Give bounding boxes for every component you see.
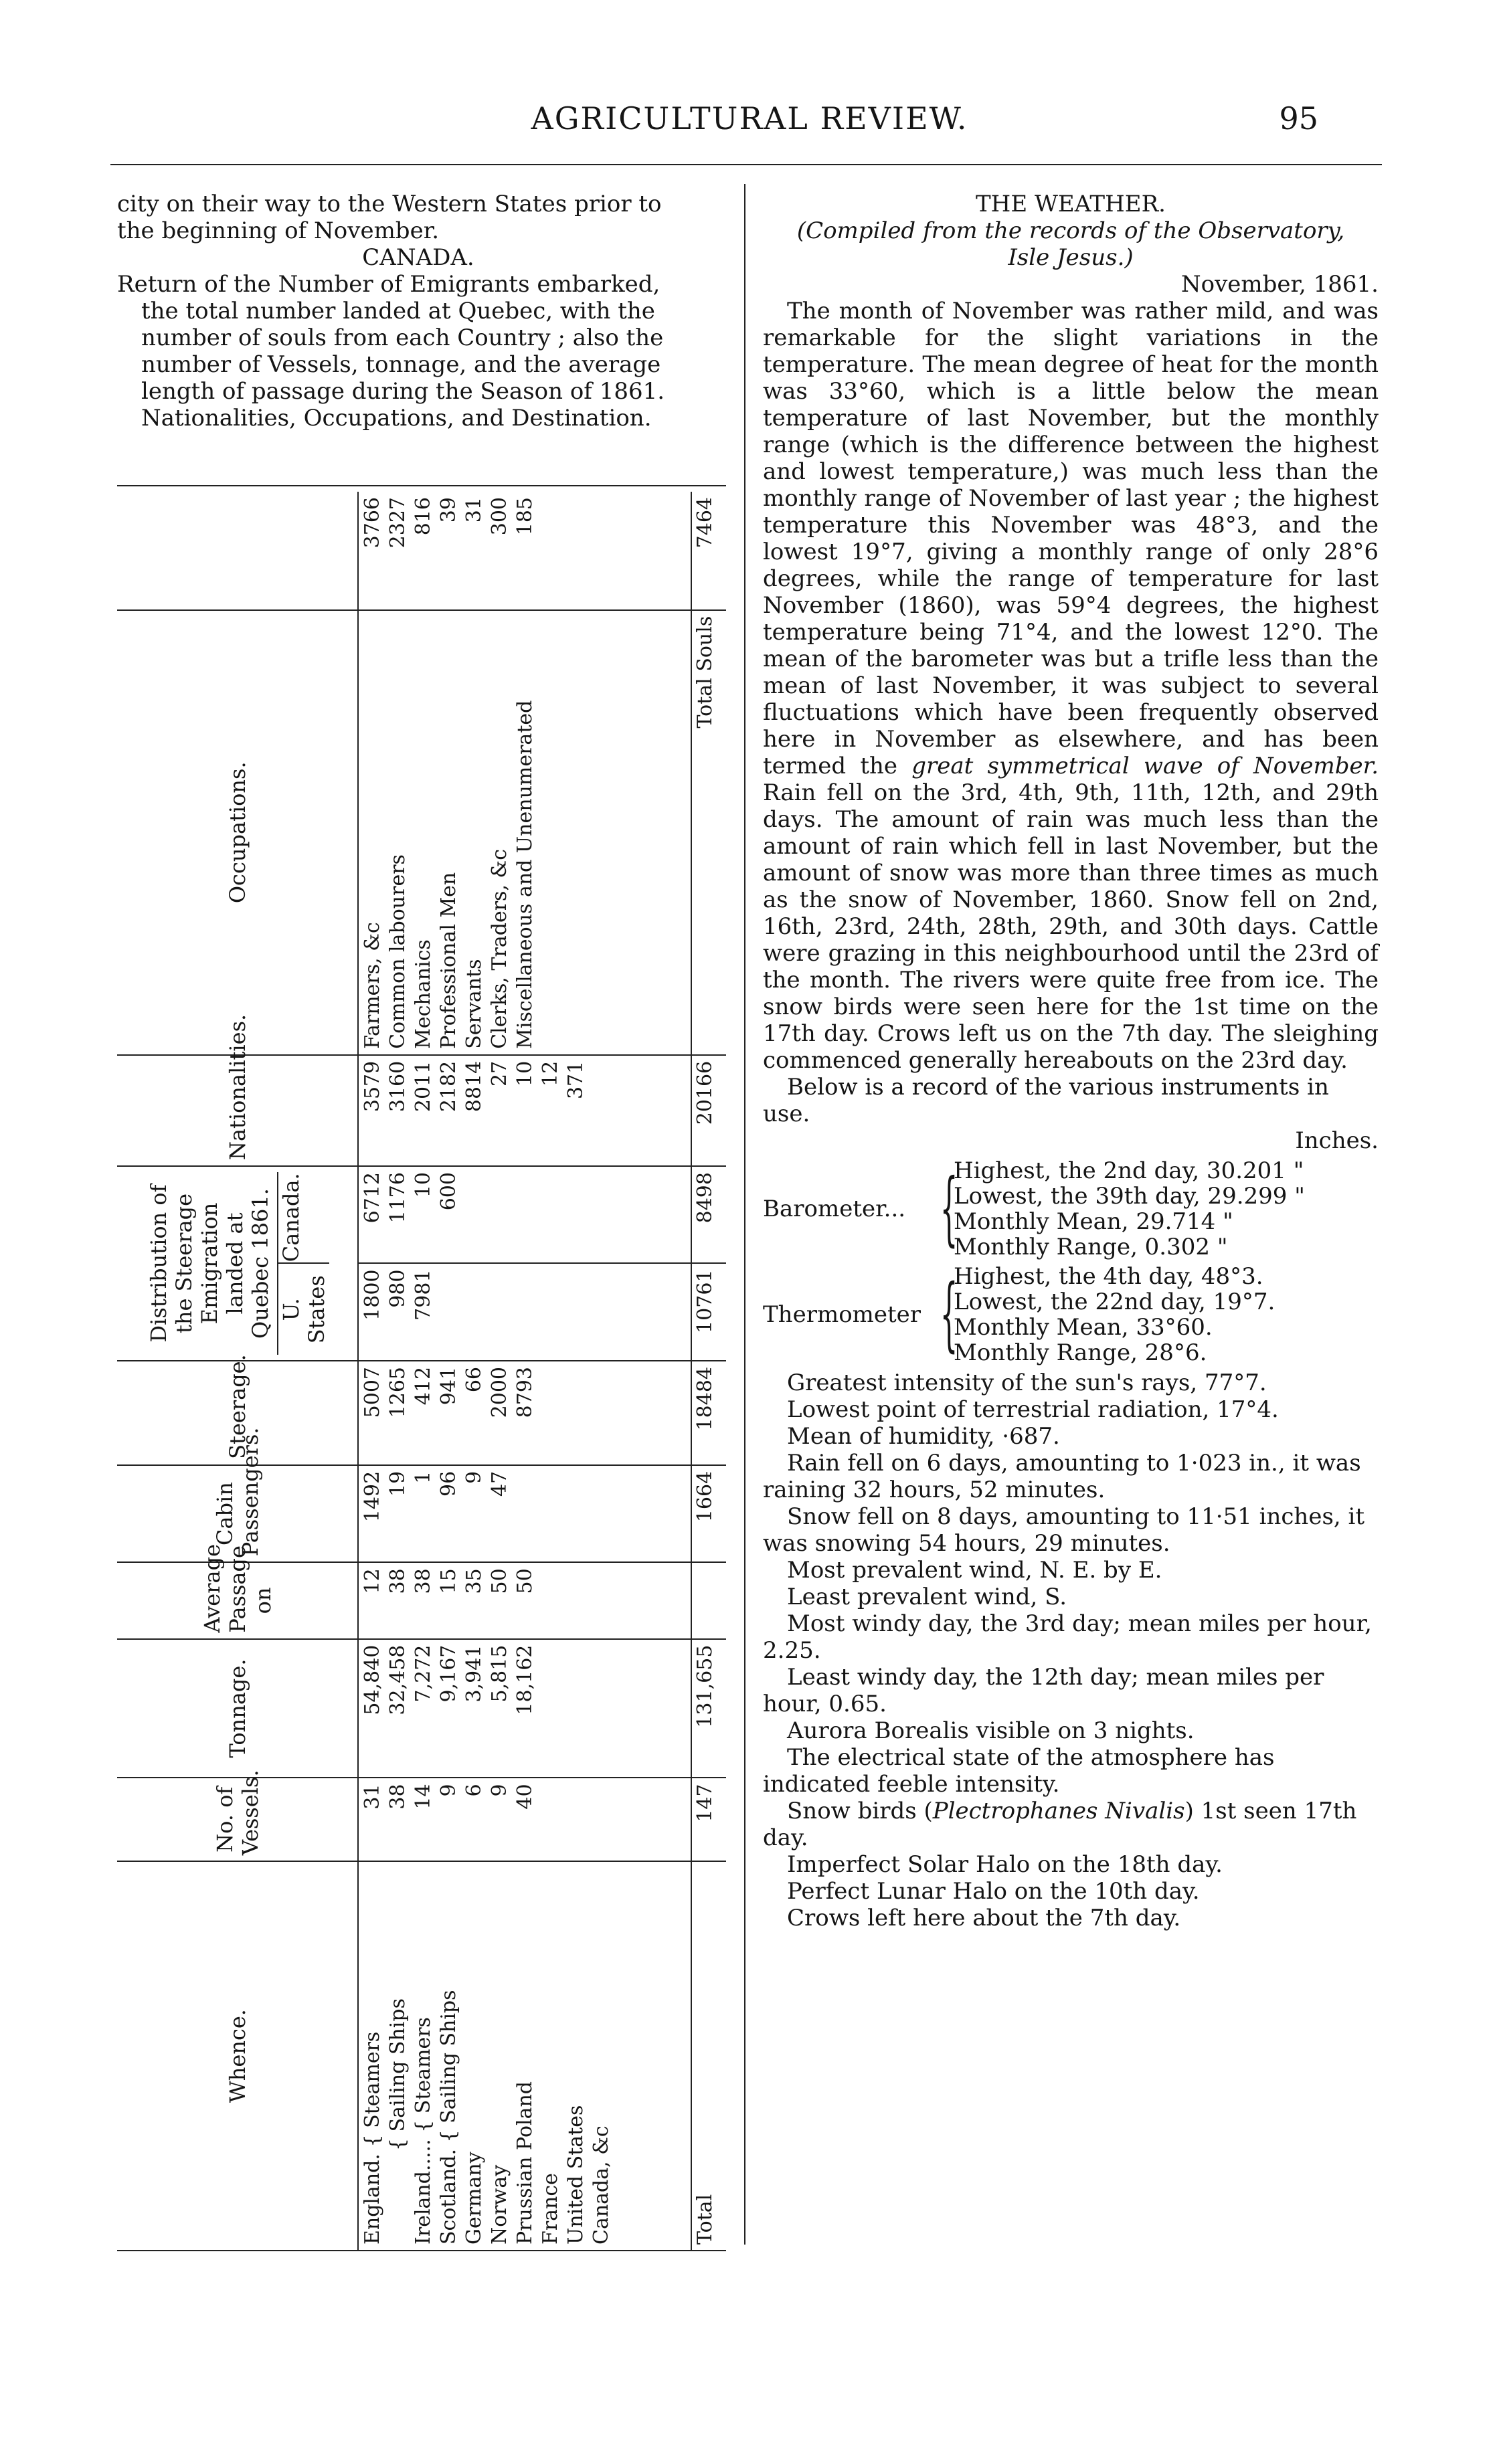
record-line: Least windy day, the 12th day; mean miles per hour, 0.65. xyxy=(763,1664,1324,1717)
steerage-value: 8793 xyxy=(513,1366,537,1418)
left-column xyxy=(117,191,719,432)
record-line: Mean of humidity, ·687. xyxy=(787,1423,1060,1450)
vessels-value: 31 xyxy=(361,1784,385,1810)
return-line: Return of the Number of Emigrants embarked, xyxy=(117,271,660,298)
occupation-counts-cell xyxy=(358,492,691,610)
return-line: number of Vessels, tonnage, and the average xyxy=(141,351,661,378)
steerage-value: 5007 xyxy=(361,1366,385,1418)
tonnage-value: 3,941 xyxy=(462,1644,487,1703)
record-line: Least prevalent wind, S. xyxy=(787,1584,1067,1610)
whence-row: Canada, &c xyxy=(590,2125,614,2245)
cabin-cell xyxy=(358,1465,691,1562)
intro-line: the beginning of November. xyxy=(117,217,440,244)
us-cell xyxy=(358,1264,691,1361)
weather-subtitle-2: Isle Jesus.) xyxy=(1008,244,1134,271)
cabin-value: 1 xyxy=(412,1471,436,1484)
record-line: Perfect Lunar Halo on the 10th day. xyxy=(787,1878,1200,1905)
tonnage-value: 54,840 xyxy=(361,1644,385,1715)
weather-dateline: November, 1861. xyxy=(1180,271,1379,298)
vessels-value: 9 xyxy=(488,1784,512,1797)
nationality-value: 2011 xyxy=(412,1060,436,1113)
nationality-value: 10 xyxy=(513,1060,537,1086)
header-tonnage: Tonnage. xyxy=(117,1639,358,1778)
record-line: Most prevalent wind, N. E. by E. xyxy=(787,1557,1162,1584)
thermometer-line: Highest, the 4th day, 48°3. xyxy=(954,1263,1263,1290)
passage-value: 38 xyxy=(386,1568,410,1594)
thermometer-line: Lowest, the 22nd day, 19°7. xyxy=(954,1289,1275,1315)
occupation-label: Miscellaneous and Unenumerated xyxy=(513,700,537,1049)
cabin-value: 1492 xyxy=(361,1471,385,1523)
occupation-label: Farmers, &c xyxy=(361,922,385,1049)
record-line: Most windy day, the 3rd day; mean miles per hour, 2.25. xyxy=(763,1610,1372,1664)
passage-value: 50 xyxy=(488,1568,512,1594)
whence-row: Germany xyxy=(462,2152,487,2245)
total-nationalities: 20166 xyxy=(691,1055,726,1166)
total-canada: 8498 xyxy=(691,1166,726,1263)
instruments-intro: Below is a record of the various instruments in use. xyxy=(763,1074,1329,1127)
cabin-value: 47 xyxy=(488,1471,512,1497)
record-line: Imperfect Solar Halo on the 18th day. xyxy=(787,1851,1223,1878)
steerage-value: 1265 xyxy=(386,1366,410,1418)
nationality-value: 3579 xyxy=(361,1060,385,1113)
us-value: 1800 xyxy=(361,1269,385,1321)
total-steerage: 18484 xyxy=(691,1361,726,1465)
header-cabin: Cabin Passengers. xyxy=(117,1465,358,1562)
occupation-count: 2327 xyxy=(386,497,410,549)
header-nationalities: Nationalities. xyxy=(117,1055,358,1166)
cabin-value: 9 xyxy=(462,1471,487,1484)
vessels-value: 9 xyxy=(437,1784,461,1797)
record-line: Greatest intensity of the sun's rays, 77°7. xyxy=(787,1369,1267,1396)
column-rule xyxy=(744,184,745,2245)
vessels-value: 38 xyxy=(386,1784,410,1810)
header-steerage: Steerage. xyxy=(117,1361,358,1465)
return-line: Nationalities, Occupations, and Destination. xyxy=(141,405,652,432)
whence-row: Prussian Poland xyxy=(513,2081,537,2245)
tonnage-cell xyxy=(358,1639,691,1778)
paragraph-text: The month of November was rather mild, and was remarkable for the slight variations in the temperature. The mean degree of heat for the month was 33°60, which is a little below the mean temperature of last November, but the monthly range (which is the difference between the highest and lowest temperature,) was much less than the monthly range of November of last year ; the highest temperature this November was 48°3, and the lowest 19°7, giving a monthly range of only 28°6 degrees, while the range of temperature for last November (1860), was 59°4 degrees, the highest temperature being 71°4, and the lowest 12°0. The mean of the barometer was but a trifle less than the mean of last November, it was subject to several fluctuations which have been frequently observed here in November as elsewhere, and has been termed the xyxy=(763,298,1379,779)
nationalities-cell xyxy=(358,1055,691,1166)
total-us: 10761 xyxy=(691,1264,726,1361)
whence-row: France xyxy=(539,2173,563,2245)
record-line: Crows left here about the 7th day. xyxy=(787,1905,1181,1931)
nationality-value: 27 xyxy=(488,1060,512,1086)
snowbirds-species: Plectrophanes Nivalis xyxy=(932,1798,1185,1824)
whence-row: Scotland. { Sailing Ships xyxy=(437,1990,461,2245)
header-vessels: No. of Vessels. xyxy=(117,1778,358,1861)
steerage-value: 66 xyxy=(462,1366,487,1393)
intro-line: city on their way to the Western States prior to xyxy=(117,191,662,217)
vessels-value: 14 xyxy=(412,1784,436,1810)
occupation-label: Servants xyxy=(462,959,487,1049)
occupation-label: Clerks, Traders, &c xyxy=(488,848,512,1049)
header-rule xyxy=(110,164,1382,165)
inches-label: Inches. xyxy=(1295,1127,1379,1154)
snowbirds-suffix: ) 1st seen 17th day. xyxy=(763,1798,1357,1851)
record-line: Snow fell on 8 days, amounting to 11·51 inches, it was snowing 54 hours, 29 minutes. xyxy=(763,1503,1365,1557)
occupation-count: 3766 xyxy=(361,497,385,549)
nationality-value: 12 xyxy=(539,1060,563,1086)
tonnage-value: 7,272 xyxy=(412,1644,436,1703)
total-label: Total xyxy=(691,1861,726,2251)
steerage-value: 412 xyxy=(412,1366,436,1406)
thermometer-lines xyxy=(954,1264,1275,1365)
occupation-count: 816 xyxy=(412,497,436,536)
header-us: U. States xyxy=(278,1263,329,1355)
brace-glyph: { xyxy=(940,1268,958,1361)
vessels-value: 6 xyxy=(462,1784,487,1797)
thermometer-line: Monthly Mean, 33°60. xyxy=(954,1314,1213,1341)
us-value: 980 xyxy=(386,1269,410,1308)
nationality-value: 8814 xyxy=(462,1060,487,1113)
occupations-cell xyxy=(358,610,691,1055)
thermometer-label: Thermometer xyxy=(763,1301,921,1328)
nationality-value: 371 xyxy=(564,1060,588,1100)
occupation-count: 31 xyxy=(462,497,487,523)
paragraph-tail: Rain fell on the 3rd, 4th, 9th, 11th, 12th, and 29th days. The amount of rain was much less than the amount of rain which fell in last November, but the amount of snow was more than three times as much as the snow of November, 1860. Snow fell on 2nd, 16th, 23rd, 24th, 28th, 29th, and 30th days. Cattle were grazing in this neighbourhood until the 23rd of the month. The rivers were quite free from ice. The snow birds were seen here for the 1st time on the 17th day. Crows left us on the 7th day. The sleighing commenced generally hereabouts on the 23rd day. xyxy=(763,779,1379,1074)
cabin-value: 96 xyxy=(437,1471,461,1497)
barometer-line: Lowest, the 39th day, 29.299 " xyxy=(954,1183,1305,1210)
weather-title: THE WEATHER. xyxy=(976,191,1166,217)
total-cabin: 1664 xyxy=(691,1465,726,1562)
whence-row: Norway xyxy=(488,2164,512,2245)
steerage-value: 941 xyxy=(437,1366,461,1406)
weather-subtitle: (Compiled from the records of the Observatory, xyxy=(796,217,1345,244)
barometer-line: Highest, the 2nd day, 30.201 " xyxy=(954,1157,1304,1184)
header-avg-passage: Average Passage on xyxy=(117,1562,358,1638)
passage-value: 50 xyxy=(513,1568,537,1594)
header-occupations: Occupations. xyxy=(117,610,358,1055)
passage-value: 35 xyxy=(462,1568,487,1594)
page-number: 95 xyxy=(1279,100,1318,136)
cabin-value: 19 xyxy=(386,1471,410,1497)
emigration-table-area xyxy=(117,492,726,2251)
occupation-label: Professional Men xyxy=(437,872,461,1049)
canada-cell xyxy=(358,1166,691,1263)
occupation-count: 300 xyxy=(488,497,512,536)
total-souls-label: Total Souls xyxy=(691,610,726,1055)
return-line: number of souls from each Country ; also the xyxy=(141,324,664,351)
header-distribution-title: Distribution of the Steerage Emigration landed at Quebec 1861. xyxy=(145,1184,273,1343)
record-line: The electrical state of the atmosphere has indicated feeble intensity. xyxy=(763,1744,1275,1798)
nationality-value: 2182 xyxy=(437,1060,461,1113)
running-title: AGRICULTURAL REVIEW. xyxy=(531,100,968,136)
occupation-count: 39 xyxy=(437,497,461,523)
vessels-value: 40 xyxy=(513,1784,537,1810)
steerage-value: 2000 xyxy=(488,1366,512,1418)
canada-value: 1176 xyxy=(386,1172,410,1224)
barometer-label: Barometer... xyxy=(763,1196,906,1222)
total-tonnage: 131,655 xyxy=(691,1639,726,1778)
barometer-line: Monthly Range, 0.302 " xyxy=(954,1234,1228,1260)
record-line: Rain fell on 6 days, amounting to 1·023 in., it was raining 32 hours, 52 minutes. xyxy=(763,1450,1361,1503)
record-line: Aurora Borealis visible on 3 nights. xyxy=(787,1717,1195,1744)
whence-row: England. { Steamers xyxy=(361,2031,385,2245)
emigration-table-rotated xyxy=(117,492,726,2251)
occupation-count: 185 xyxy=(513,497,537,536)
header-occ-counts xyxy=(117,492,358,610)
return-line: length of passage during the Season of 1861. xyxy=(141,378,665,405)
passage-value: 38 xyxy=(412,1568,436,1594)
snowbirds-line xyxy=(763,1798,1379,1851)
weather-column xyxy=(763,191,1379,1931)
whence-row: { Sailing Ships xyxy=(386,1998,410,2151)
record-line: Lowest point of terrestrial radiation, 17°4. xyxy=(787,1396,1279,1423)
steerage-cell xyxy=(358,1361,691,1465)
total-souls: 7464 xyxy=(691,492,726,610)
passage-value: 15 xyxy=(437,1568,461,1594)
barometer-lines xyxy=(954,1158,1305,1260)
canada-value: 600 xyxy=(437,1172,461,1211)
thermometer-line: Monthly Range, 28°6. xyxy=(954,1339,1207,1366)
header-distribution xyxy=(117,1166,358,1361)
occupation-label: Mechanics xyxy=(412,939,436,1049)
emigration-table xyxy=(117,492,726,2251)
tonnage-value: 32,458 xyxy=(386,1644,410,1715)
snowbirds-prefix: Snow birds ( xyxy=(787,1798,933,1824)
header-canada: Canada. xyxy=(278,1173,304,1262)
canada-value: 6712 xyxy=(361,1172,385,1224)
tonnage-value: 18,162 xyxy=(513,1644,537,1715)
thermometer-block xyxy=(763,1264,1379,1365)
tonnage-value: 5,815 xyxy=(488,1644,512,1703)
total-passage xyxy=(691,1562,726,1638)
weather-paragraph xyxy=(763,298,1379,1074)
whence-row: Ireland..... { Steamers xyxy=(412,2017,436,2245)
canada-heading: CANADA. xyxy=(362,244,474,271)
paragraph-italic: great symmetrical wave of November. xyxy=(911,753,1379,779)
barometer-block xyxy=(763,1158,1379,1260)
whence-row: United States xyxy=(564,2105,588,2245)
passage-value: 12 xyxy=(361,1568,385,1594)
barometer-line: Monthly Mean, 29.714 " xyxy=(954,1208,1233,1235)
vessels-cell xyxy=(358,1778,691,1861)
us-value: 7981 xyxy=(412,1269,436,1321)
brace-glyph: { xyxy=(940,1162,958,1255)
whence-cell xyxy=(358,1861,691,2251)
nationality-value: 3160 xyxy=(386,1060,410,1113)
return-line: the total number landed at Quebec, with the xyxy=(141,298,655,324)
header-whence: Whence. xyxy=(117,1861,358,2251)
table-top-rule xyxy=(117,485,726,486)
occupation-label: Common labourers xyxy=(386,854,410,1049)
tonnage-value: 9,167 xyxy=(437,1644,461,1703)
passage-cell xyxy=(358,1562,691,1638)
total-vessels: 147 xyxy=(691,1778,726,1861)
canada-value: 10 xyxy=(412,1172,436,1198)
